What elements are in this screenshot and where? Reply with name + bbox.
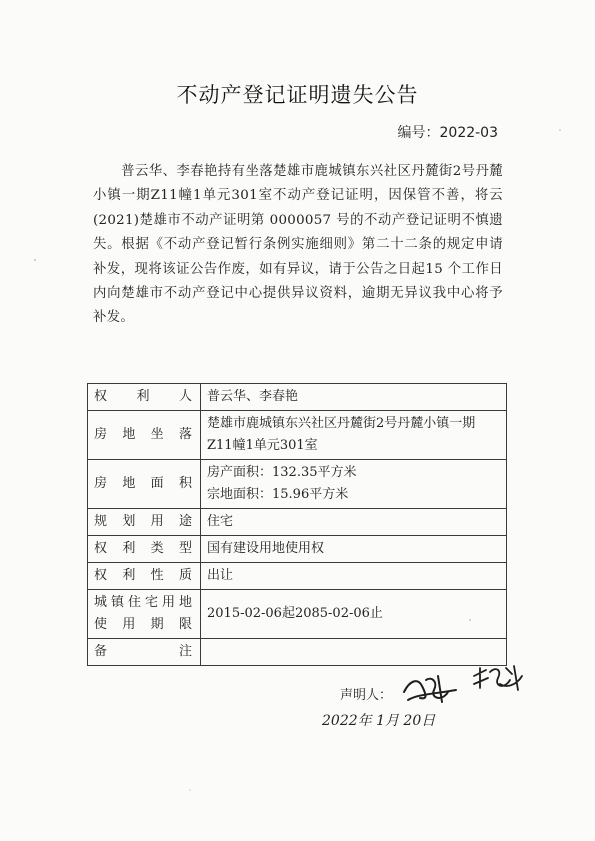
row-label-location: 房地坐落 xyxy=(88,411,201,460)
table-row xyxy=(88,509,507,536)
declaration-date: 2022年 1月 20日 xyxy=(322,713,436,729)
table-row xyxy=(88,536,507,563)
row-label-area: 房地面积 xyxy=(88,460,201,509)
building-area: 房产面积：132.35平方米 xyxy=(207,465,357,480)
signature-1 xyxy=(398,672,460,706)
row-value-location: 楚雄市鹿城镇东兴社区丹麓街2号丹麓小镇一期Z11幢1单元301室 xyxy=(201,411,507,460)
table-row xyxy=(88,563,507,590)
row-label-term xyxy=(88,590,201,639)
row-label-use: 规划用途 xyxy=(88,509,201,536)
row-value-owner: 普云华、李春艳 xyxy=(201,384,507,411)
row-value-remarks xyxy=(201,639,507,666)
row-label-owner: 权 利 人 xyxy=(88,384,201,411)
land-area: 宗地面积：15.96平方米 xyxy=(207,487,349,502)
table-row xyxy=(88,460,507,509)
table-row xyxy=(88,590,507,639)
row-label-right-type: 权利类型 xyxy=(88,536,201,563)
table-row xyxy=(88,384,507,411)
notice-paragraph: 普云华、李春艳持有坐落楚雄市鹿城镇东兴社区丹麓街2号丹麓小镇一期Z11幢1单元301室不动产登记证明，因保管不善，将云(2021)楚雄市不动产证明第 0000057 号的不动产登记证明不慎遗失。根据《不动产登记暂行条例实施细则》第二十二条的规定申请补发，现将该证公告作废，如有异议，请于公告之日起15 个工作日内向楚雄市不动产登记中心提供异议资料，逾期无异议我中心将予补发。 xyxy=(93,164,503,326)
declarant-label: 声明人： xyxy=(340,688,393,703)
row-value-use: 住宅 xyxy=(201,509,507,536)
property-info-table xyxy=(87,383,507,666)
row-label-remarks: 备注 xyxy=(88,639,201,666)
table-row xyxy=(88,411,507,460)
row-value-right-nature: 出让 xyxy=(201,563,507,590)
notice-body xyxy=(93,160,503,331)
row-label-right-nature: 权利性质 xyxy=(88,563,201,590)
term-label-line-1: 城镇住宅用地 xyxy=(94,595,194,610)
signature-2 xyxy=(470,662,526,696)
row-value-term: 2015-02-06起2085-02-06止 xyxy=(201,590,507,639)
term-label-line-2: 使用期限 xyxy=(94,617,194,632)
table-row xyxy=(88,639,507,666)
row-value-area xyxy=(201,460,507,509)
row-value-right-type: 国有建设用地使用权 xyxy=(201,536,507,563)
serial-number: 编号：2022-03 xyxy=(397,125,498,141)
page-title: 不动产登记证明遗失公告 xyxy=(176,83,419,107)
